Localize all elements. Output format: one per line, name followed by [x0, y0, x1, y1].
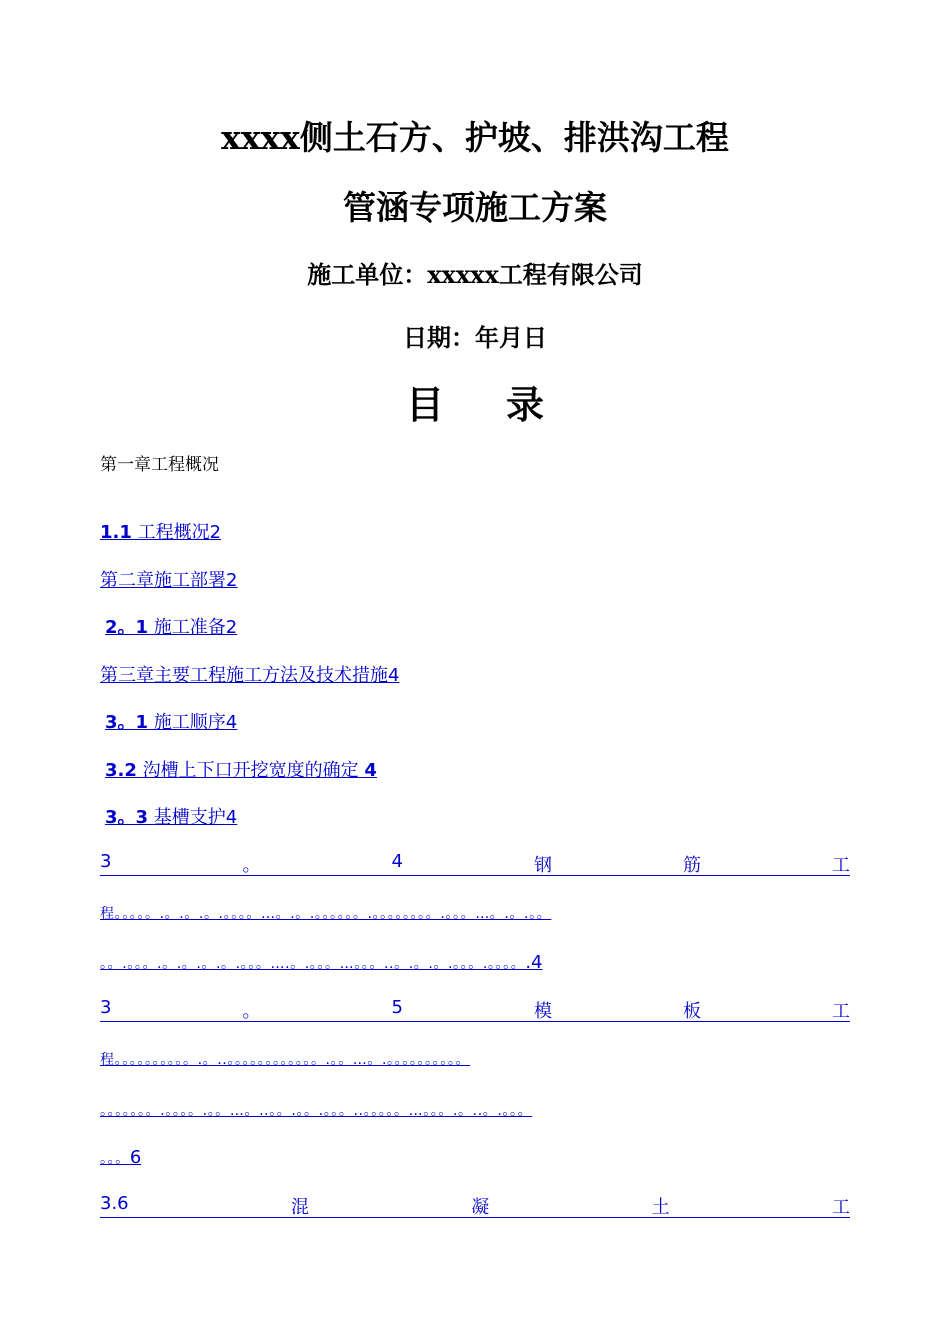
toc-link-chapter-3[interactable] [100, 661, 399, 687]
leader-dots: 。。.。。。.。.。.。.。.。。。….。.。。。…。。。..。.。.。.。。。.。。。。 [100, 956, 526, 972]
construction-unit: 施工单位：xxxxx工程有限公司 [307, 260, 643, 289]
toc-leader-3-5-line-4[interactable] [100, 1147, 850, 1168]
spread-char: 土 [651, 1197, 670, 1218]
spread-char: 工 [831, 1001, 850, 1022]
toc-entry-text: 基槽支护 [153, 807, 226, 828]
toc-entry-text: 沟槽上下口开挖宽度的确定 [142, 760, 359, 781]
toc-entry-page: 2 [209, 522, 222, 543]
spread-char: 。 [242, 1001, 261, 1022]
toc-entry-page: .4 [525, 952, 543, 973]
toc-entry-page: 4 [225, 712, 238, 733]
spread-char: 工 [831, 1197, 850, 1218]
toc-entry-page: 2 [226, 570, 238, 591]
toc-link-3-2[interactable] [105, 756, 377, 782]
leader-dots: 。。。 [100, 1151, 130, 1167]
toc-entry-number: 2。1 [105, 617, 149, 638]
toc-leader-3-4-line-2[interactable]: 程。。。。。.。.。.。.。。。。…。.。.。。。。。。.。。。。。。。。.。。。…。.。.。。 [100, 906, 552, 922]
toc-entry-text: 施工准备 [153, 617, 226, 638]
spread-char: 凝 [471, 1197, 490, 1218]
spread-char: 3 [100, 851, 112, 872]
toc-entry-page: 6 [129, 1147, 142, 1168]
spread-char: 混 [290, 1197, 309, 1218]
toc-link-2-1[interactable] [105, 613, 237, 639]
toc-entry-page: 2 [225, 617, 238, 638]
toc-heading [0, 374, 950, 429]
toc-entry-page: 4 [388, 665, 400, 686]
toc-chapter-1: 第一章工程概况 [100, 455, 219, 475]
spread-char: 钢 [533, 855, 552, 876]
spread-char: 模 [533, 1001, 552, 1022]
spread-char: 板 [682, 1001, 701, 1022]
toc-entry-number: 3。3 [105, 807, 149, 828]
toc-heading-left: 目 [405, 382, 444, 427]
toc-entry-page: 4 [225, 807, 238, 828]
toc-entry-text: 施工顺序 [153, 712, 226, 733]
spread-char: 筋 [682, 855, 701, 876]
toc-leader-3-5-line-3[interactable]: 。。。。。。。.。。。。.。。…。..。。.。。.。。。..。。。。。…。。。.。..。.。。。 [100, 1103, 533, 1119]
toc-entry-text: 第三章主要工程施工方法及技术措施 [100, 665, 388, 686]
toc-leader-3-4-line-3[interactable] [100, 952, 850, 973]
toc-entry-text: 工程概况 [137, 522, 210, 543]
toc-link-3-5[interactable] [100, 997, 850, 1023]
toc-entry-text: 第二章施工部署 [100, 570, 226, 591]
toc-link-3-6[interactable] [100, 1193, 850, 1219]
toc-entry-number: 3。1 [105, 712, 149, 733]
toc-link-3-3[interactable] [105, 803, 237, 829]
spread-char: 工 [831, 855, 850, 876]
toc-entry-page: 4 [364, 760, 377, 781]
document-title-line-1: xxxx侧土石方、护坡、排洪沟工程 [221, 118, 729, 157]
toc-link-chapter-2[interactable] [100, 566, 237, 592]
spread-char: 3.6 [100, 1193, 129, 1214]
toc-leader-3-5-line-2[interactable]: 程。。。。。。。。。。.。..。。。。。。。。。。。。.。。…。.。。。。。。。。。。 [100, 1052, 471, 1068]
toc-entry-number: 3.2 [105, 760, 137, 781]
spread-char: 。 [242, 855, 261, 876]
spread-char: 3 [100, 997, 112, 1018]
toc-link-3-4[interactable] [100, 851, 850, 877]
document-title-line-2: 管涵专项施工方案 [343, 188, 607, 227]
toc-link-3-1[interactable] [105, 708, 237, 734]
spread-char: 4 [391, 851, 403, 872]
toc-heading-right: 录 [506, 382, 545, 427]
toc-link-1-1[interactable] [100, 518, 221, 544]
document-date: 日期：年月日 [403, 323, 547, 352]
spread-char: 5 [391, 997, 403, 1018]
toc-entry-number: 1.1 [100, 522, 132, 543]
